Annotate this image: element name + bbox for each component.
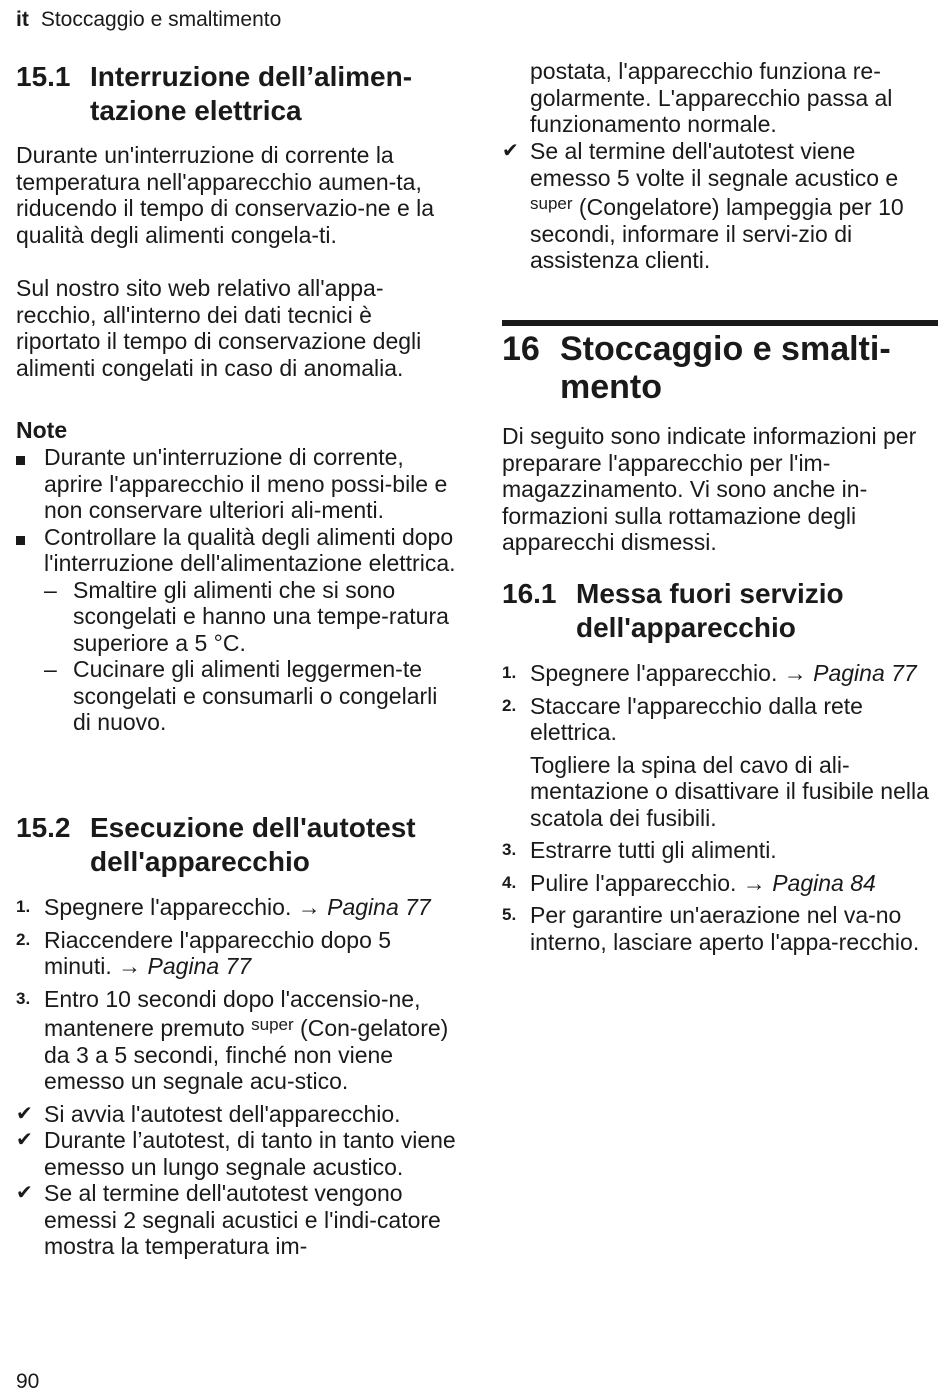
step-number: 1. [502, 663, 517, 682]
heading-line-1: Messa fuori servizio [576, 578, 844, 609]
section-16-heading [502, 330, 938, 406]
result-item: ✔ Se al termine dell'autotest viene emesso 5 volte il segnale acustico e $^{super}$ (Congelatore) lampeggia per 10 secondi, informare il servi-zio di assistenza clienti. [502, 138, 904, 273]
list-item: Durante un'interruzione di corrente, aprire l'apparecchio il meno possi-bile e non conservare ulteriori ali-menti. [16, 444, 456, 524]
heading-line-2: dell'apparecchio [90, 846, 310, 877]
bullet-square-icon [16, 444, 25, 471]
page-reference-link[interactable]: Pagina 84 [772, 869, 876, 896]
heading-line-1: Stoccaggio e smalti- [560, 330, 891, 368]
step-item: 3. Entro 10 secondi dopo l'accensio-ne, mantenere premuto $^{super}$ (Con-gelatore) da 3 a 5 secondi, finché non viene emesso un segnale acu-stico. [16, 985, 449, 1094]
section-number: 16 [502, 330, 540, 368]
heading-line-2: tazione elettrica [90, 95, 302, 126]
section-divider [502, 320, 938, 326]
page-reference-link[interactable]: Pagina 77 [813, 660, 917, 686]
step-number: 3. [16, 988, 31, 1008]
paragraph: Di seguito sono indicate informazioni per preparare l'apparecchio per l'im-magazzinamento. Vi sono anche in-formazioni sulla rottamazione degli apparecchi dismessi. [502, 423, 917, 555]
section-number: 16.1 [502, 578, 557, 609]
step-item: 4. Pulire l'apparecchio. → Pagina 84 [502, 869, 876, 896]
page-number: 90 [16, 1370, 40, 1393]
paragraph: Durante un'interruzione di corrente la temperatura nell'apparecchio aumen-ta, riducendo il tempo di conservazio-ne e la qualità degli alimenti congela-ti. [16, 142, 435, 248]
language-tag: it [16, 8, 29, 31]
step-number: 3. [502, 840, 517, 859]
continued-text: postata, l'apparecchio funziona re-golarmente. L'apparecchio passa al funzionamento normale. [530, 58, 893, 137]
super-key-label: super [530, 194, 573, 213]
steps-list [16, 894, 456, 1260]
result-item: ✔ Se al termine dell'autotest vengono emessi 2 segnali acustici e l'indi-catore mostra la temperatura im- [16, 1180, 441, 1259]
sub-list-item: – Smaltire gli alimenti che si sono scongelati e hanno una tempe-ratura superiore a 5 °C. [44, 576, 449, 656]
step-number: 1. [16, 897, 31, 916]
result-item: ✔ Si avvia l'autotest dell'apparecchio. [16, 1100, 401, 1127]
result-item: ✔ Durante l’autotest, di tanto in tanto viene emesso un lungo segnale acustico. [16, 1127, 456, 1180]
section-15-1-heading [16, 60, 456, 128]
step-number: 4. [502, 872, 517, 892]
paragraph: Sul nostro sito web relativo all'appa-recchio, all'interno dei dati tecnici è riportato il tempo di conservazione degli alimenti congelati in caso di anomalia. [16, 275, 422, 381]
checkmark-icon: ✔ [16, 1102, 33, 1125]
section-15-2-heading [16, 811, 456, 879]
step-item: 1. Spegnere l'apparecchio. → Pagina 77 [502, 660, 917, 686]
header-title: Stoccaggio e smaltimento [40, 8, 282, 31]
checkmark-icon: ✔ [16, 1129, 33, 1151]
checkmark-icon: ✔ [16, 1182, 33, 1204]
note-title: Note [16, 417, 68, 443]
step-item: 5. Per garantire un'aerazione nel va-no interno, lasciare aperto l'appa-recchio. [502, 902, 920, 955]
section-number: 15.1 [16, 61, 71, 92]
page-reference-link[interactable]: Pagina 77 [327, 894, 431, 920]
dash-icon: – [44, 576, 57, 603]
step-item: 1. Spegnere l'apparecchio. → Pagina 77 [16, 894, 431, 920]
dash-icon: – [44, 656, 57, 682]
checkmark-icon: ✔ [502, 140, 519, 162]
section-16-1-heading [502, 577, 938, 645]
step-number: 2. [502, 695, 517, 715]
heading-line-1: Interruzione dell’alimen- [90, 61, 413, 92]
arrow-right-icon: → [118, 953, 142, 979]
steps-list [502, 660, 930, 955]
step-item: 2. Staccare l'apparecchio dalla rete elettrica. [502, 692, 863, 745]
step-item: 2. Riaccendere l'apparecchio dopo 5 minuti. → Pagina 77 [16, 926, 392, 979]
page-reference-link[interactable]: Pagina 77 [147, 953, 252, 979]
note-list [16, 444, 456, 736]
arrow-right-icon: → [742, 869, 766, 896]
arrow-right-icon: → [783, 660, 807, 686]
heading-line-2: mento [560, 368, 662, 406]
step-item: 3. Estrarre tutti gli alimenti. [502, 837, 777, 863]
arrow-right-icon: → [297, 894, 321, 920]
step-note: Togliere la spina del cavo di ali-mentazione o disattivare il fusibile nella scatola dei fusibili. [530, 751, 929, 831]
list-item: Controllare la qualità degli alimenti dopo l'interruzione dell'alimentazione elettrica. [16, 524, 456, 577]
section-number: 15.2 [16, 812, 71, 843]
heading-line-1: Esecuzione dell'autotest [90, 812, 416, 843]
sub-list-item: – Cucinare gli alimenti leggermen-te scongelati e consumarli o congelarli di nuovo. [44, 656, 438, 735]
page-header [16, 8, 281, 32]
heading-line-2: dell'apparecchio [576, 612, 796, 643]
super-key-label: super [251, 1015, 294, 1034]
step-number: 5. [502, 905, 517, 924]
step-number: 2. [16, 929, 31, 949]
bullet-square-icon [16, 524, 25, 551]
